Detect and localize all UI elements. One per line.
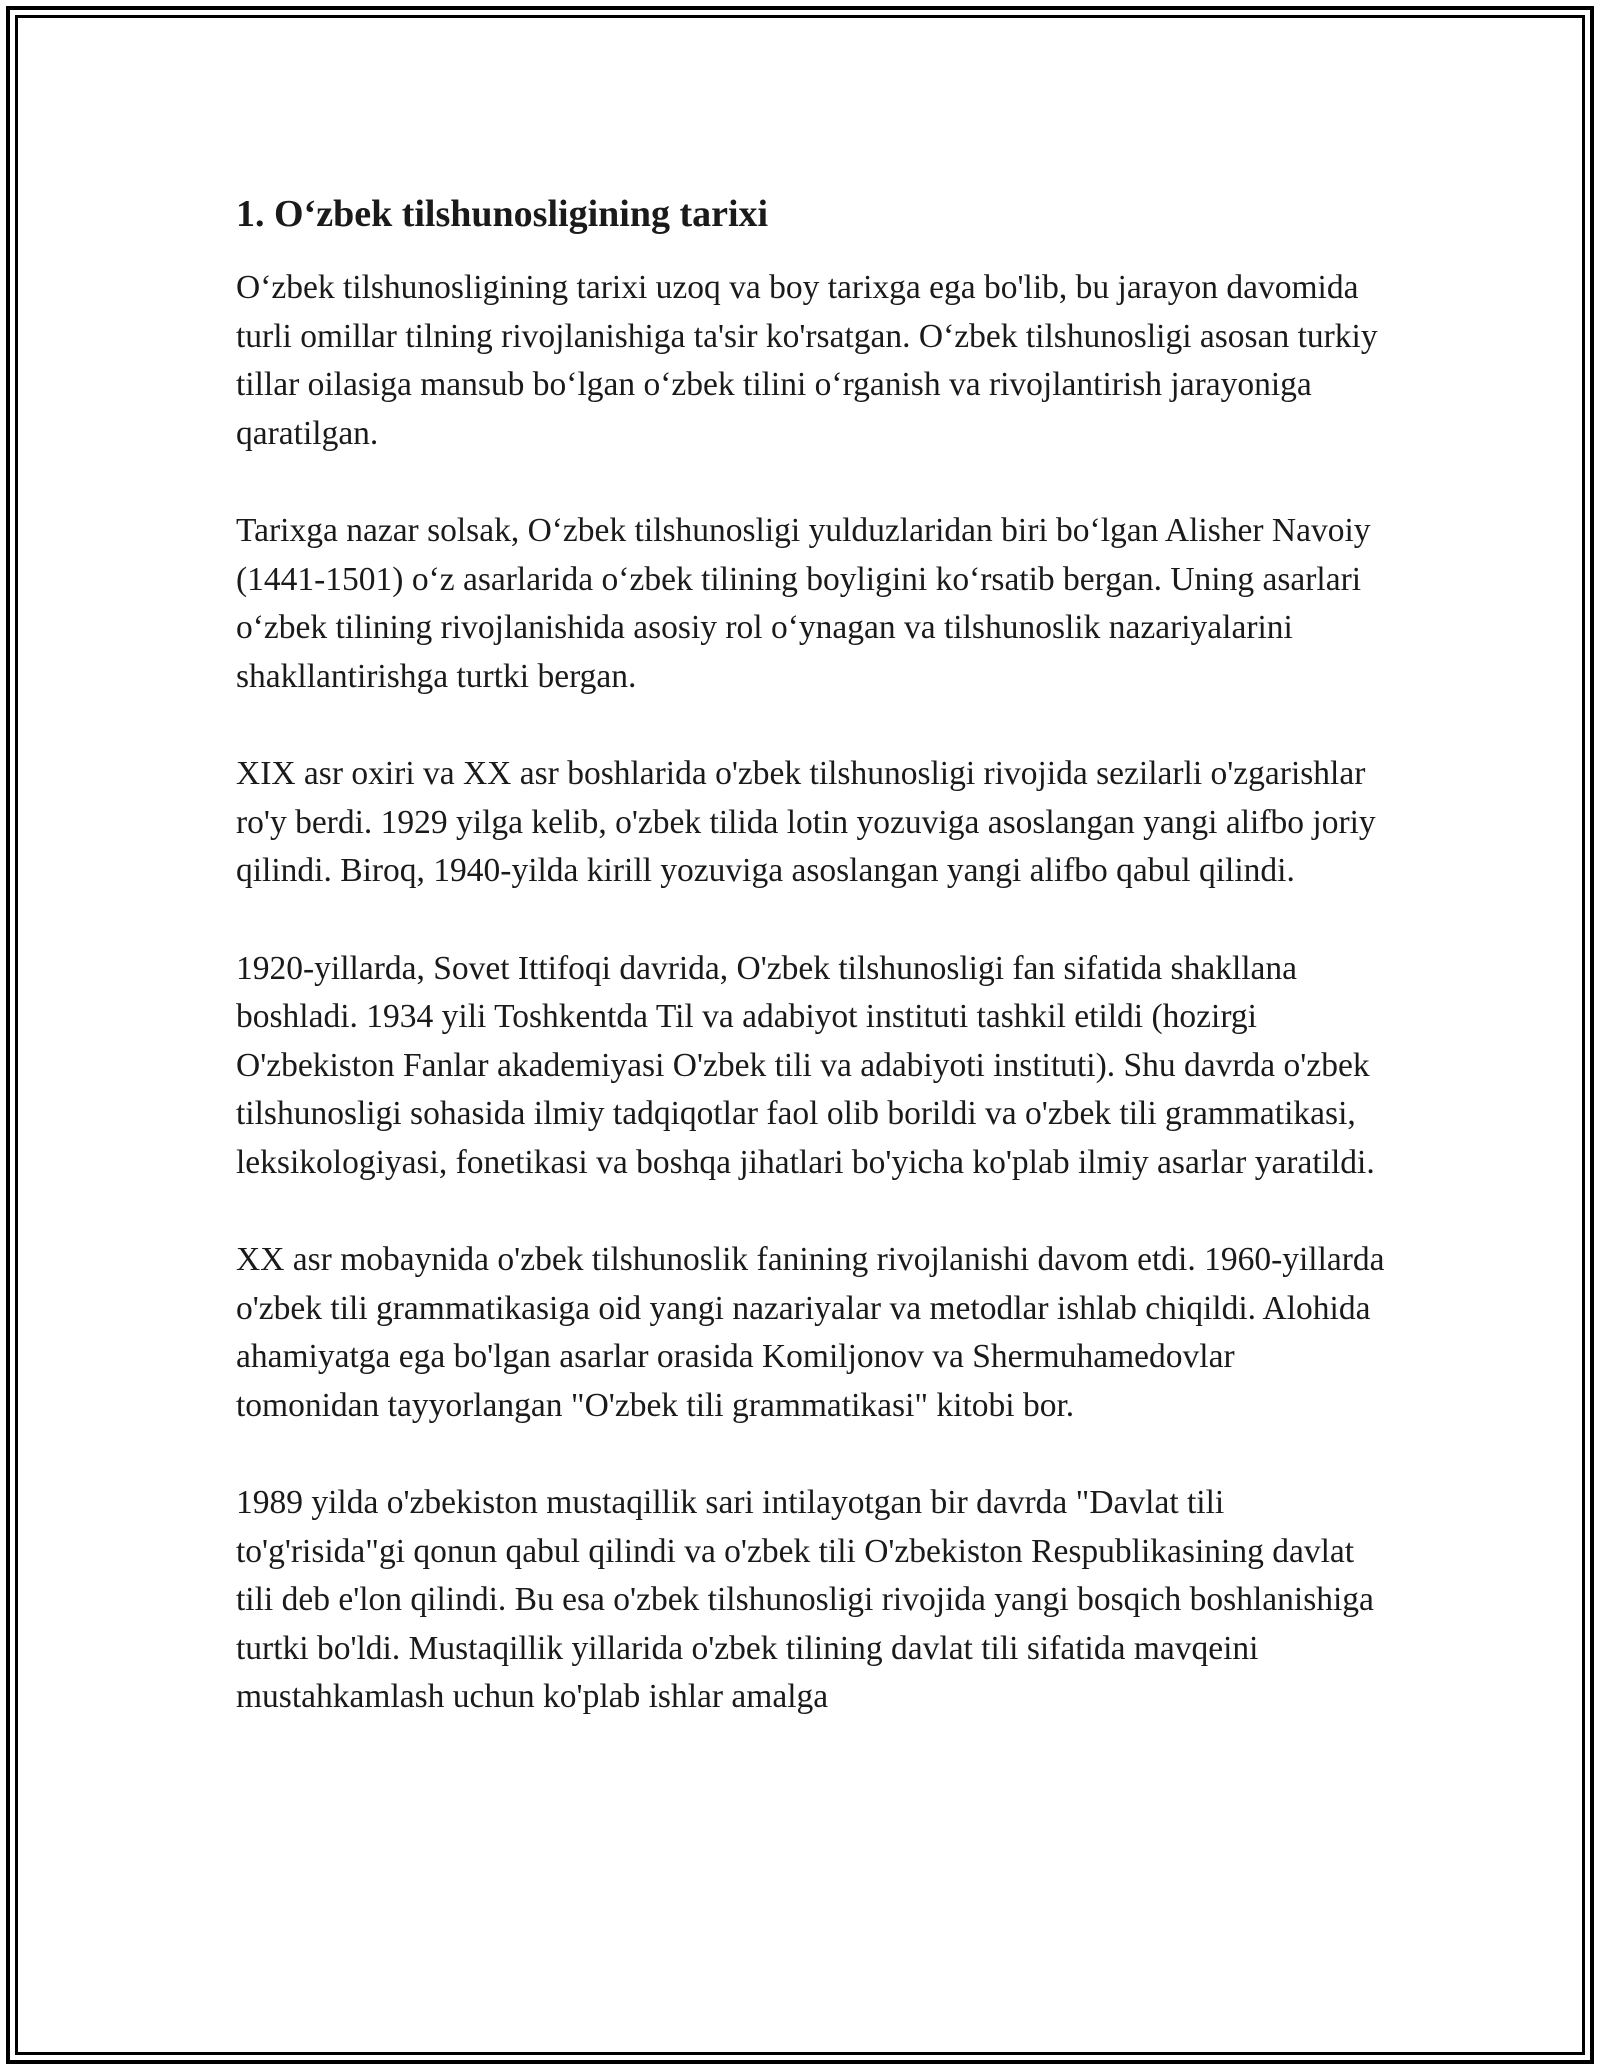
paragraph-5: XX asr mobaynida o'zbek tilshunoslik fanining rivojlanishi davom etdi. 1960-yillarda o'zbek tili grammatikasiga oid yangi nazariyalar va metodlar ishlab chiqildi. Alohida ahamiyatga ega bo'lgan asarlar orasida Komiljonov va Shermuhamedovlar tomonidan tayyorlangan "O'zbek tili grammatikasi" kitobi bor.: [236, 1241, 1385, 1424]
paragraph-1: O‘zbek tilshunosligining tarixi uzoq va boy tarixga ega bo'lib, bu jarayon davomida turli omillar tilning rivojlanishiga ta'sir ko'rsatgan. O‘zbek tilshunosligi asosan turkiy tillar oilasiga mansub bo‘lgan o‘zbek tilini o‘rganish va rivojlantirish jarayoniga qaratilgan.: [236, 269, 1378, 452]
paragraph-4: 1920-yillarda, Sovet Ittifoqi davrida, O'zbek tilshunosligi fan sifatida shakllana boshladi. 1934 yili Toshkentda Til va adabiyot instituti tashkil etildi (hozirgi O'zbekiston Fanlar akademiyasi O'zbek tili va adabiyoti instituti). Shu davrda o'zbek tilshunosligi sohasida ilmiy tadqiqotlar faol olib borildi va o'zbek tili grammatikasi, leksikologiyasi, fonetikasi va boshqa jihatlari bo'yicha ko'plab ilmiy asarlar yaratildi.: [236, 949, 1375, 1181]
document-body: [236, 186, 1386, 1771]
paragraph-3: XIX asr oxiri va XX asr boshlarida o'zbek tilshunosligi rivojida sezilarli o'zgarishlar ro'y berdi. 1929 yilga kelib, o'zbek tilida lotin yozuviga asoslangan yangi alifbo joriy qilindi. Biroq, 1940-yilda kirill yozuviga asoslangan yangi alifbo qabul qilindi.: [236, 755, 1376, 889]
section-title: 1. O‘zbek tilshunosligining tarixi: [236, 193, 769, 235]
paragraph-6: 1989 yilda o'zbekiston mustaqillik sari intilayotgan bir davrda "Davlat tili to'g'risida"gi qonun qabul qilindi va o'zbek tili O'zbekiston Respublikasining davlat tili deb e'lon qilindi. Bu esa o'zbek tilshunosligi rivojida yangi bosqich boshlanishiga turtki bo'ldi. Mustaqillik yillarida o'zbek tilining davlat tili sifatida mavqeini mustahkamlash uchun ko'plab ishlar amalga: [236, 1484, 1374, 1715]
paragraph-2: Tarixga nazar solsak, O‘zbek tilshunosligi yulduzlaridan biri bo‘lgan Alisher Navoiy (1441-1501) o‘z asarlarida o‘zbek tilining boyligini ko‘rsatib bergan. Uning asarlari o‘zbek tilining rivojlanishida asosiy rol o‘ynagan va tilshunoslik nazariyalarini shakllantirishga turtki bergan.: [236, 512, 1371, 695]
